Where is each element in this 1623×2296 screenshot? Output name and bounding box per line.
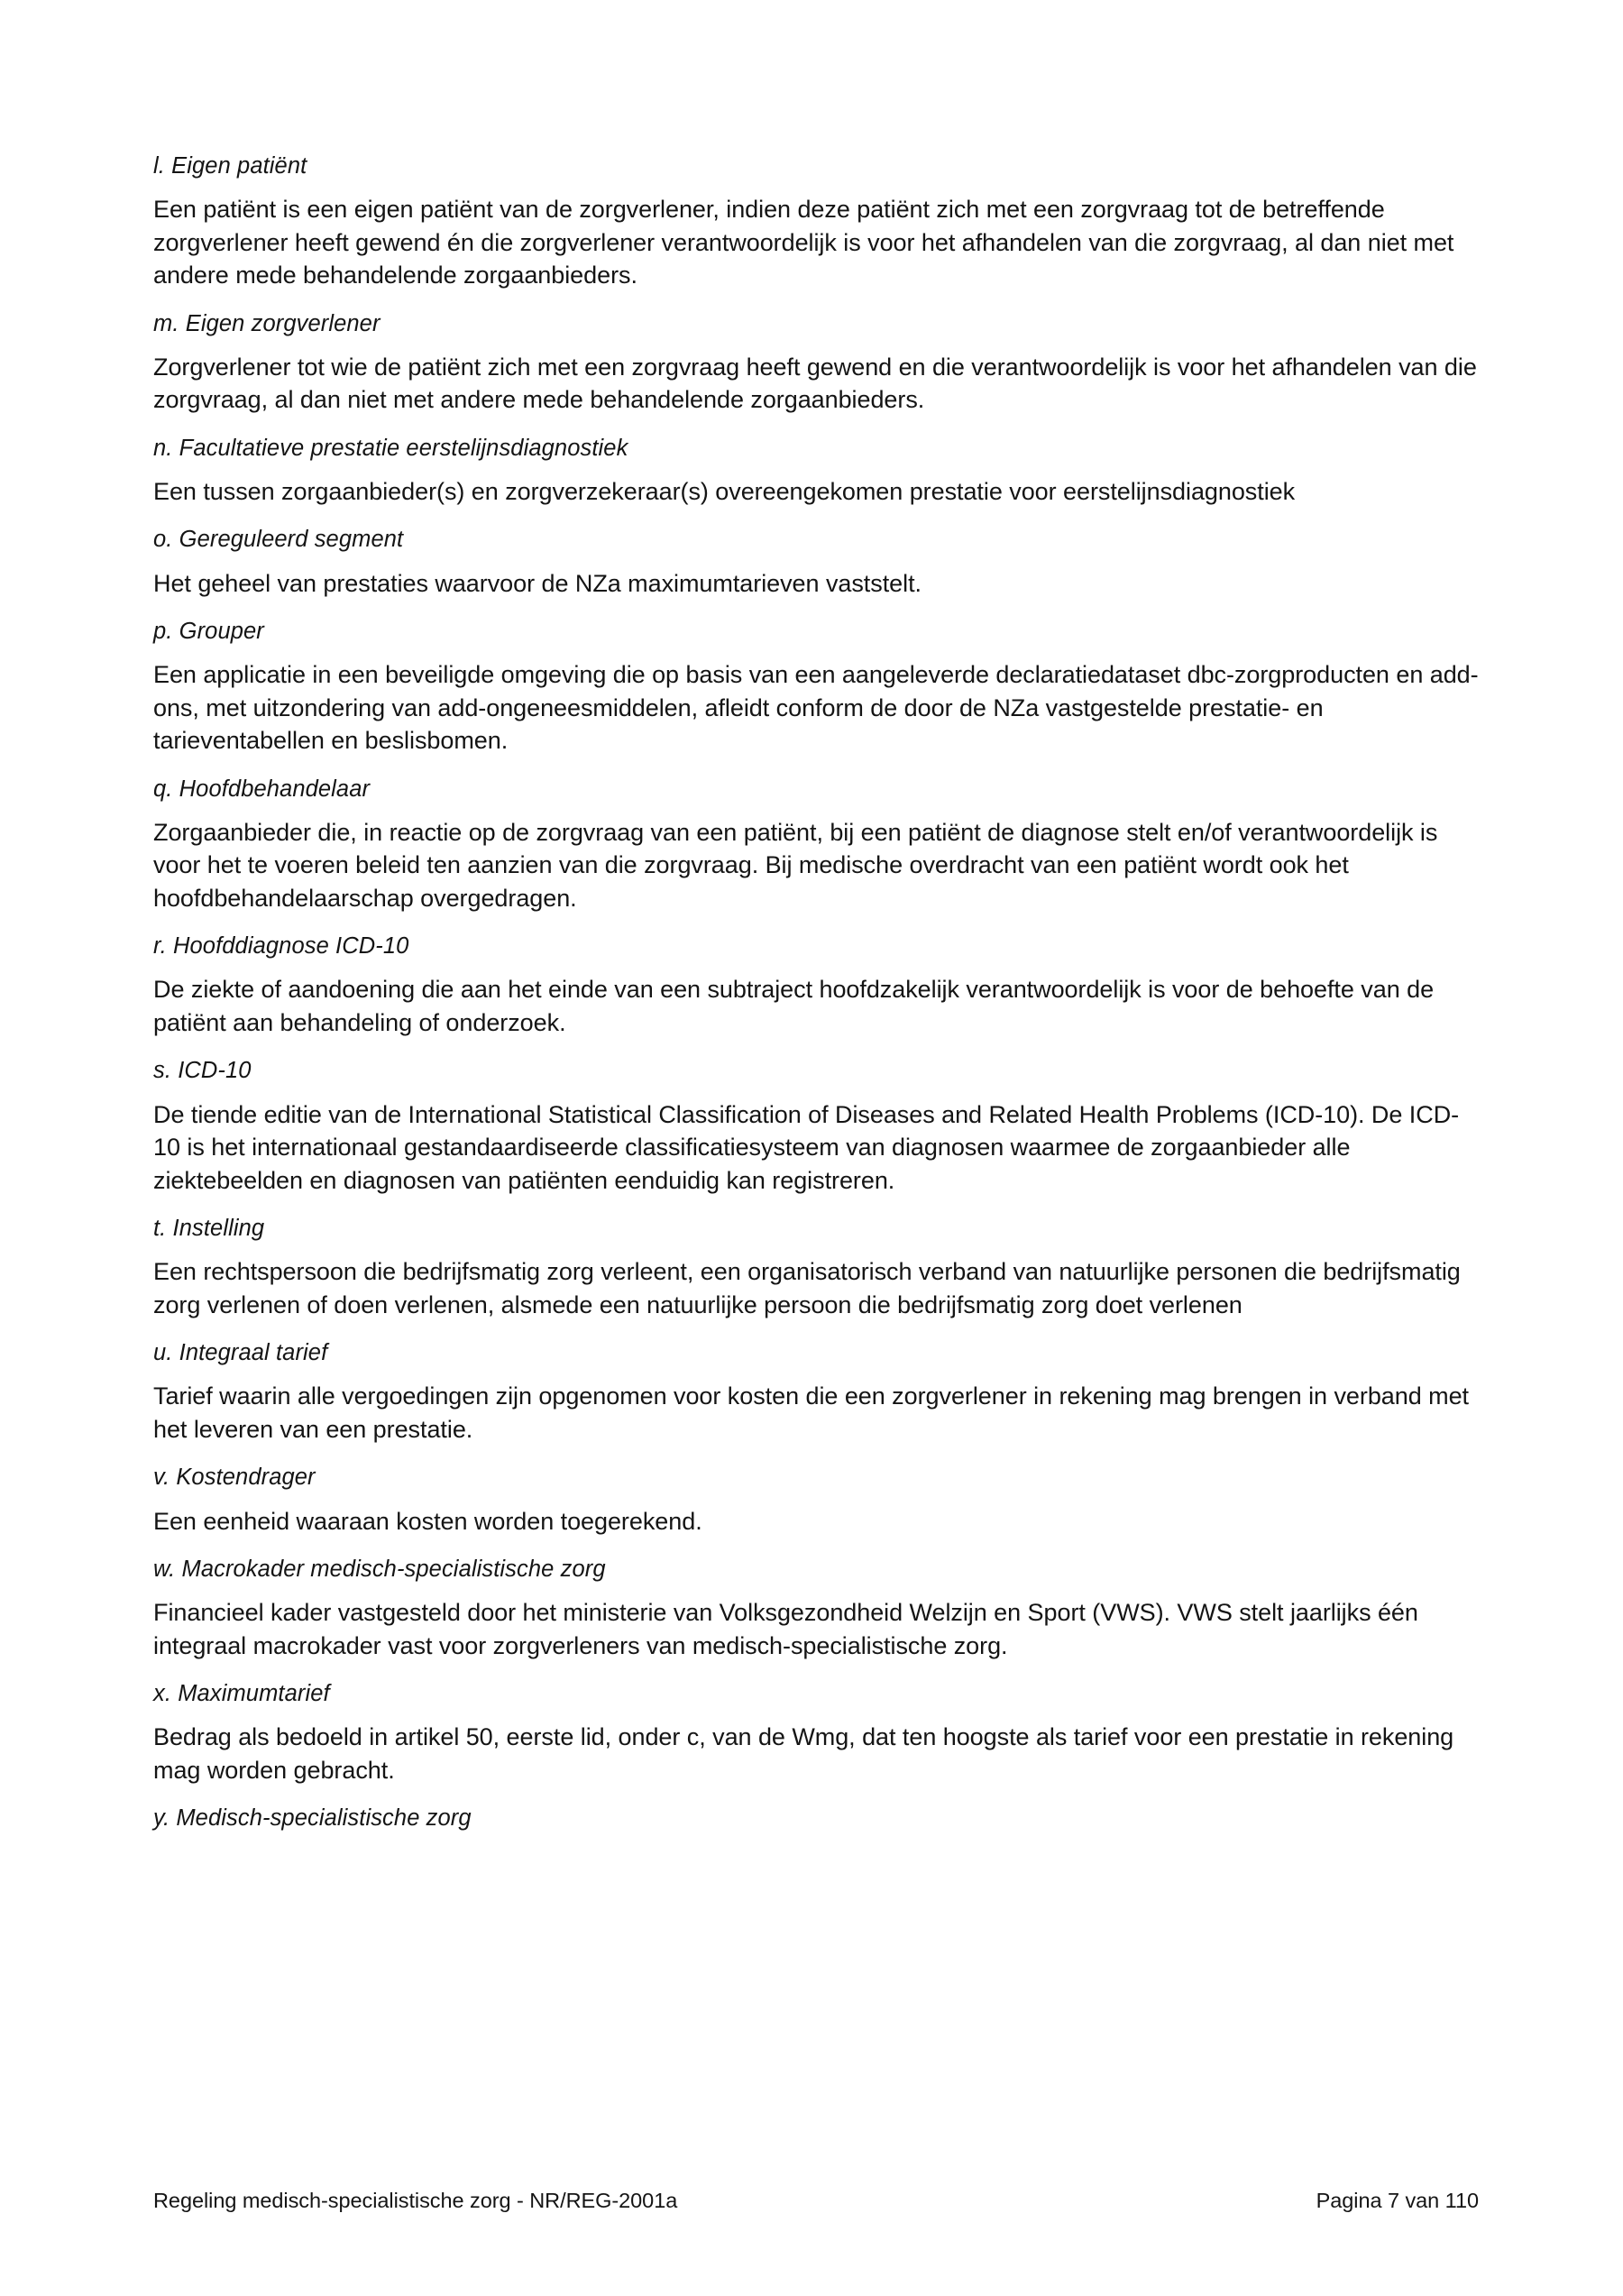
- section-paragraph: Een eenheid waaraan kosten worden toegerekend.: [153, 1507, 702, 1535]
- section-heading: o. Gereguleerd segment: [153, 527, 404, 553]
- section-paragraph: Bedrag als bedoeld in artikel 50, eerste lid, onder c, van de Wmg, dat ten hoogste als tarief voor een prestatie in rekening mag worden gebracht.: [153, 1723, 1454, 1784]
- section-heading: t. Instelling: [153, 1216, 265, 1242]
- definition-section-y: [153, 1804, 1486, 1833]
- section-paragraph: Tarief waarin alle vergoedingen zijn opgenomen voor kosten die een zorgverlener in rekening mag brengen in verband met het leveren van een prestatie.: [153, 1382, 1469, 1443]
- section-heading: r. Hoofddiagnose ICD-10: [153, 933, 409, 960]
- document-body: [153, 152, 1486, 1845]
- section-paragraph: De ziekte of aandoening die aan het einde van een subtraject hoofdzakelijk verantwoordelijk is voor de behoefte van de patiënt aan behandeling of onderzoek.: [153, 976, 1435, 1036]
- definition-section-q: [153, 775, 1486, 915]
- section-heading: w. Macrokader medisch-specialistische zorg: [153, 1557, 606, 1583]
- section-heading: u. Integraal tarief: [153, 1340, 328, 1366]
- section-heading: m. Eigen zorgverlener: [153, 310, 381, 336]
- section-paragraph: Een rechtspersoon die bedrijfsmatig zorg verleent, een organisatorisch verband van natuurlijke personen die bedrijfsmatig zorg verlenen of doen verlenen, alsmede een natuurlijke persoon die bedrijfsmatig zorg doet verlenen: [153, 1258, 1461, 1318]
- section-heading: l. Eigen patiënt: [153, 153, 307, 179]
- section-heading: v. Kostendrager: [153, 1465, 316, 1491]
- definition-section-u: [153, 1338, 1486, 1446]
- page-footer: [153, 2187, 1479, 2215]
- section-paragraph: Zorgverlener tot wie de patiënt zich met een zorgvraag heeft gewend en die verantwoordelijk is voor het afhandelen van die zorgvraag, al dan niet met andere mede behandelende zorgaanbieders.: [153, 353, 1477, 414]
- definition-section-p: [153, 617, 1486, 758]
- section-heading: y. Medisch-specialistische zorg: [153, 1805, 472, 1832]
- section-paragraph: De tiende editie van de International Statistical Classification of Diseases and Related Health Problems (ICD-10). De ICD-10 is het internationaal gestandaardiseerde classificatiesysteem van diagnosen waarmee de zorgaanbieder alle ziektebeelden en diagnosen van patiënten eenduidig kan registreren.: [153, 1100, 1460, 1194]
- definition-section-l: [153, 152, 1486, 292]
- section-paragraph: Een tussen zorgaanbieder(s) en zorgverzekeraar(s) overeengekomen prestatie voor eerstelijnsdiagnostiek: [153, 477, 1296, 505]
- definition-section-m: [153, 309, 1486, 417]
- section-heading: p. Grouper: [153, 619, 264, 645]
- footer-page-number: Pagina 7 van 110: [1316, 2189, 1479, 2212]
- section-heading: q. Hoofdbehandelaar: [153, 776, 371, 802]
- definition-section-s: [153, 1056, 1486, 1197]
- section-heading: n. Facultatieve prestatie eerstelijnsdiagnostiek: [153, 435, 628, 461]
- definition-section-r: [153, 932, 1486, 1039]
- section-paragraph: Een applicatie in een beveiligde omgeving die op basis van een aangeleverde declaratiedataset dbc-zorgproducten en add-ons, met uitzondering van add-ongeneesmiddelen, afleidt conform de door de NZa vastgestelde prestatie- en tarieventabellen en beslisbomen.: [153, 661, 1479, 755]
- definition-section-n: [153, 434, 1486, 509]
- footer-document-title: Regeling medisch-specialistische zorg - NR/REG-2001a: [153, 2189, 678, 2212]
- section-paragraph: Een patiënt is een eigen patiënt van de zorgverlener, indien deze patiënt zich met een zorgvraag tot de betreffende zorgverlener heeft gewend én die zorgverlener verantwoordelijk is voor het afhandelen van die zorgvraag, al dan niet met andere mede behandelende zorgaanbieders.: [153, 196, 1454, 289]
- section-heading: x. Maximumtarief: [153, 1681, 330, 1707]
- definition-section-w: [153, 1555, 1486, 1662]
- definition-section-v: [153, 1463, 1486, 1538]
- section-paragraph: Zorgaanbieder die, in reactie op de zorgvraag van een patiënt, bij een patiënt de diagnose stelt en/of verantwoordelijk is voor het te voeren beleid ten aanzien van die zorgvraag. Bij medische overdracht van een patiënt wordt ook het hoofdbehandelaarschap overgedragen.: [153, 818, 1438, 912]
- definition-section-o: [153, 525, 1486, 600]
- definition-section-t: [153, 1214, 1486, 1321]
- section-paragraph: Financieel kader vastgesteld door het ministerie van Volksgezondheid Welzijn en Sport (VWS). VWS stelt jaarlijks één integraal macrokader vast voor zorgverleners van medisch-specialistische zorg.: [153, 1599, 1418, 1659]
- definition-section-x: [153, 1679, 1486, 1786]
- section-paragraph: Het geheel van prestaties waarvoor de NZa maximumtarieven vaststelt.: [153, 569, 922, 597]
- section-heading: s. ICD-10: [153, 1058, 252, 1084]
